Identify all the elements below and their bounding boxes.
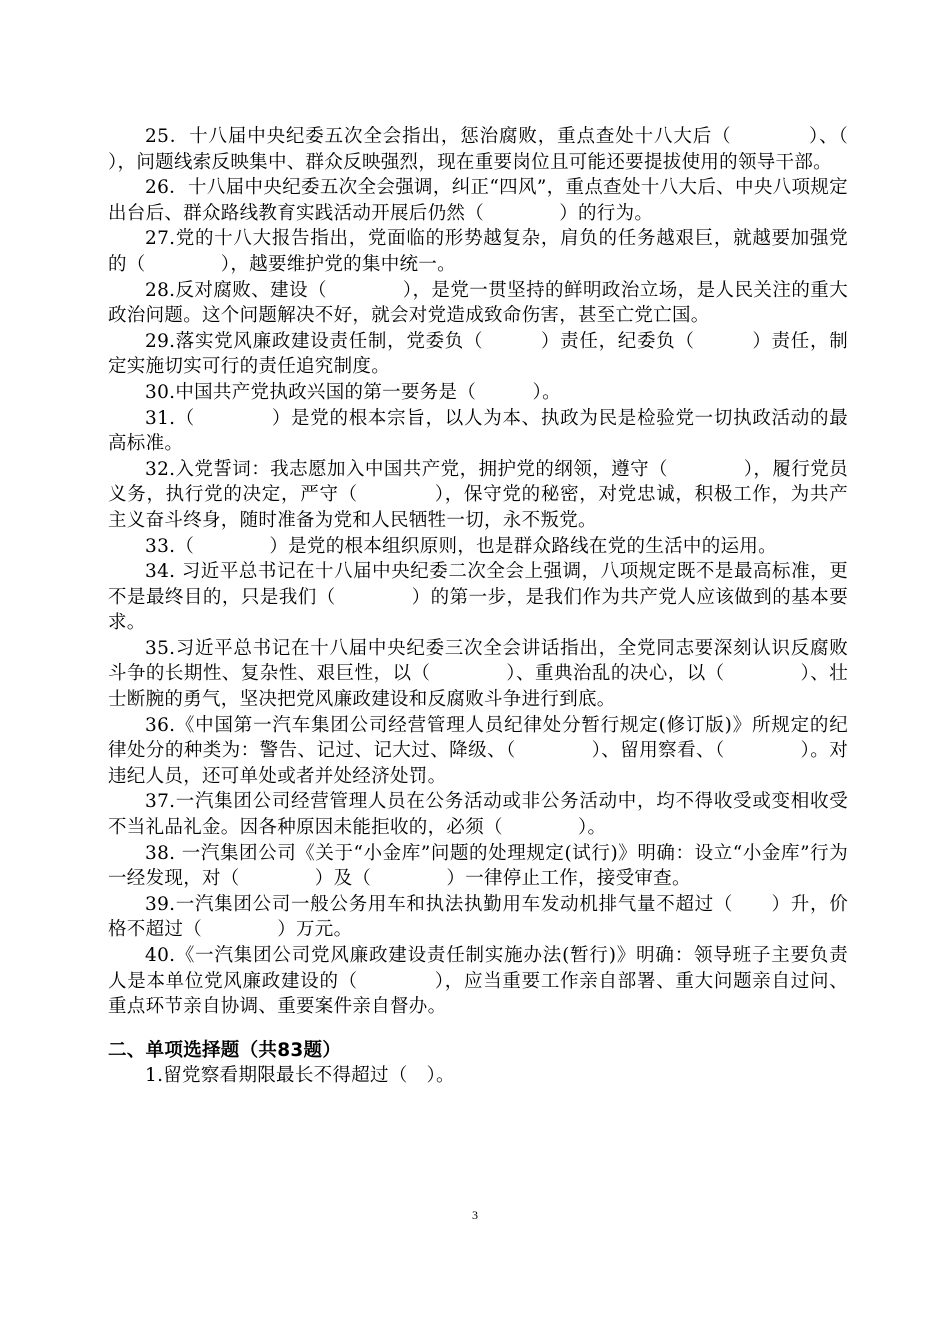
question-39: 39.一汽集团公司一般公务用车和执法执勤用车发动机排气量不超过（ ）升，价格不超过（ ）万元。 xyxy=(108,893,848,941)
choice-question-1: 1.留党察看期限最长不得超过（ ）。 xyxy=(145,1065,455,1087)
question-37: 37.一汽集团公司经营管理人员在公务活动或非公务活动中，均不得收受或变相收受不当礼品礼金。因各种原因未能拒收的，必须（ ）。 xyxy=(108,791,848,839)
question-35: 35.习近平总书记在十八届中央纪委三次全会讲话指出，全党同志要深刻认识反腐败斗争的长期性、复杂性、艰巨性，以（ ）、重典治乱的决心，以（ ）、壮士断腕的勇气，坚决把党风廉政建设和反腐败斗争进行到底。 xyxy=(108,637,848,711)
question-33: 33.（ ）是党的根本组织原则，也是群众路线在党的生活中的运用。 xyxy=(145,535,777,557)
question-40: 40.《一汽集团公司党风廉政建设责任制实施办法(暂行)》明确：领导班子主要负责人是本单位党风廉政建设的（ ），应当重要工作亲自部署、重大问题亲自过问、重点环节亲自协调、重要案件亲自督办。 xyxy=(108,945,848,1018)
question-29: 29.落实党风廉政建设责任制，党委负（ ）责任，纪委负（ ）责任，制定实施切实可行的责任追究制度。 xyxy=(108,330,848,378)
section-heading: 二、单项选择题（共83题） xyxy=(108,1039,342,1061)
page-number: 3 xyxy=(472,1208,478,1222)
question-28: 28.反对腐败、建设（ ），是党一贯坚持的鲜明政治立场，是人民关注的重大政治问题。这个问题解决不好，就会对党造成致命伤害，甚至亡党亡国。 xyxy=(108,279,848,327)
question-25: 25．十八届中央纪委五次全会指出，惩治腐败，重点查处十八大后（ ）、（ ），问题线索反映集中、群众反映强烈，现在重要岗位且可能还要提拔使用的领导干部。 xyxy=(108,126,924,173)
question-list xyxy=(108,124,924,1020)
question-26: 26．十八届中央纪委五次全会强调，纠正“四风”，重点查处十八大后、中央八项规定出台后、群众路线教育实践活动开展后仍然（ ）的行为。 xyxy=(108,177,848,224)
question-36: 36.《中国第一汽车集团公司经营管理人员纪律处分暂行规定(修订版)》所规定的纪律处分的种类为：警告、记过、记大过、降级、（ ）、留用察看、（ ）。对违纪人员，还可单处或者并处经济处罚。 xyxy=(108,714,848,787)
question-38: 38. 一汽集团公司《关于“小金库”问题的处理规定(试行)》明确：设立“小金库”行为一经发现，对（ ）及（ ）一律停止工作，接受审查。 xyxy=(108,842,848,890)
question-31: 31.（ ）是党的根本宗旨，以人为本、执政为民是检验党一切执政活动的最高标准。 xyxy=(108,407,848,455)
document-page xyxy=(108,124,924,1089)
question-32: 32.入党誓词：我志愿加入中国共产党，拥护党的纲领，遵守（ ），履行党员义务，执行党的决定，严守（ ），保守党的秘密，对党忠诚，积极工作，为共产主义奋斗终身，随时准备为党和人民牺牲一切，永不叛党。 xyxy=(108,458,848,531)
question-34: 34. 习近平总书记在十八届中央纪委二次全会上强调，八项规定既不是最高标准，更不是最终目的，只是我们（ ）的第一步，是我们作为共产党人应该做到的基本要求。 xyxy=(108,561,848,634)
question-30: 30.中国共产党执政兴国的第一要务是（ ）。 xyxy=(145,381,561,403)
question-27: 27.党的十八大报告指出，党面临的形势越复杂，肩负的任务越艰巨，就越要加强党的（ ），越要维护党的集中统一。 xyxy=(108,228,848,275)
